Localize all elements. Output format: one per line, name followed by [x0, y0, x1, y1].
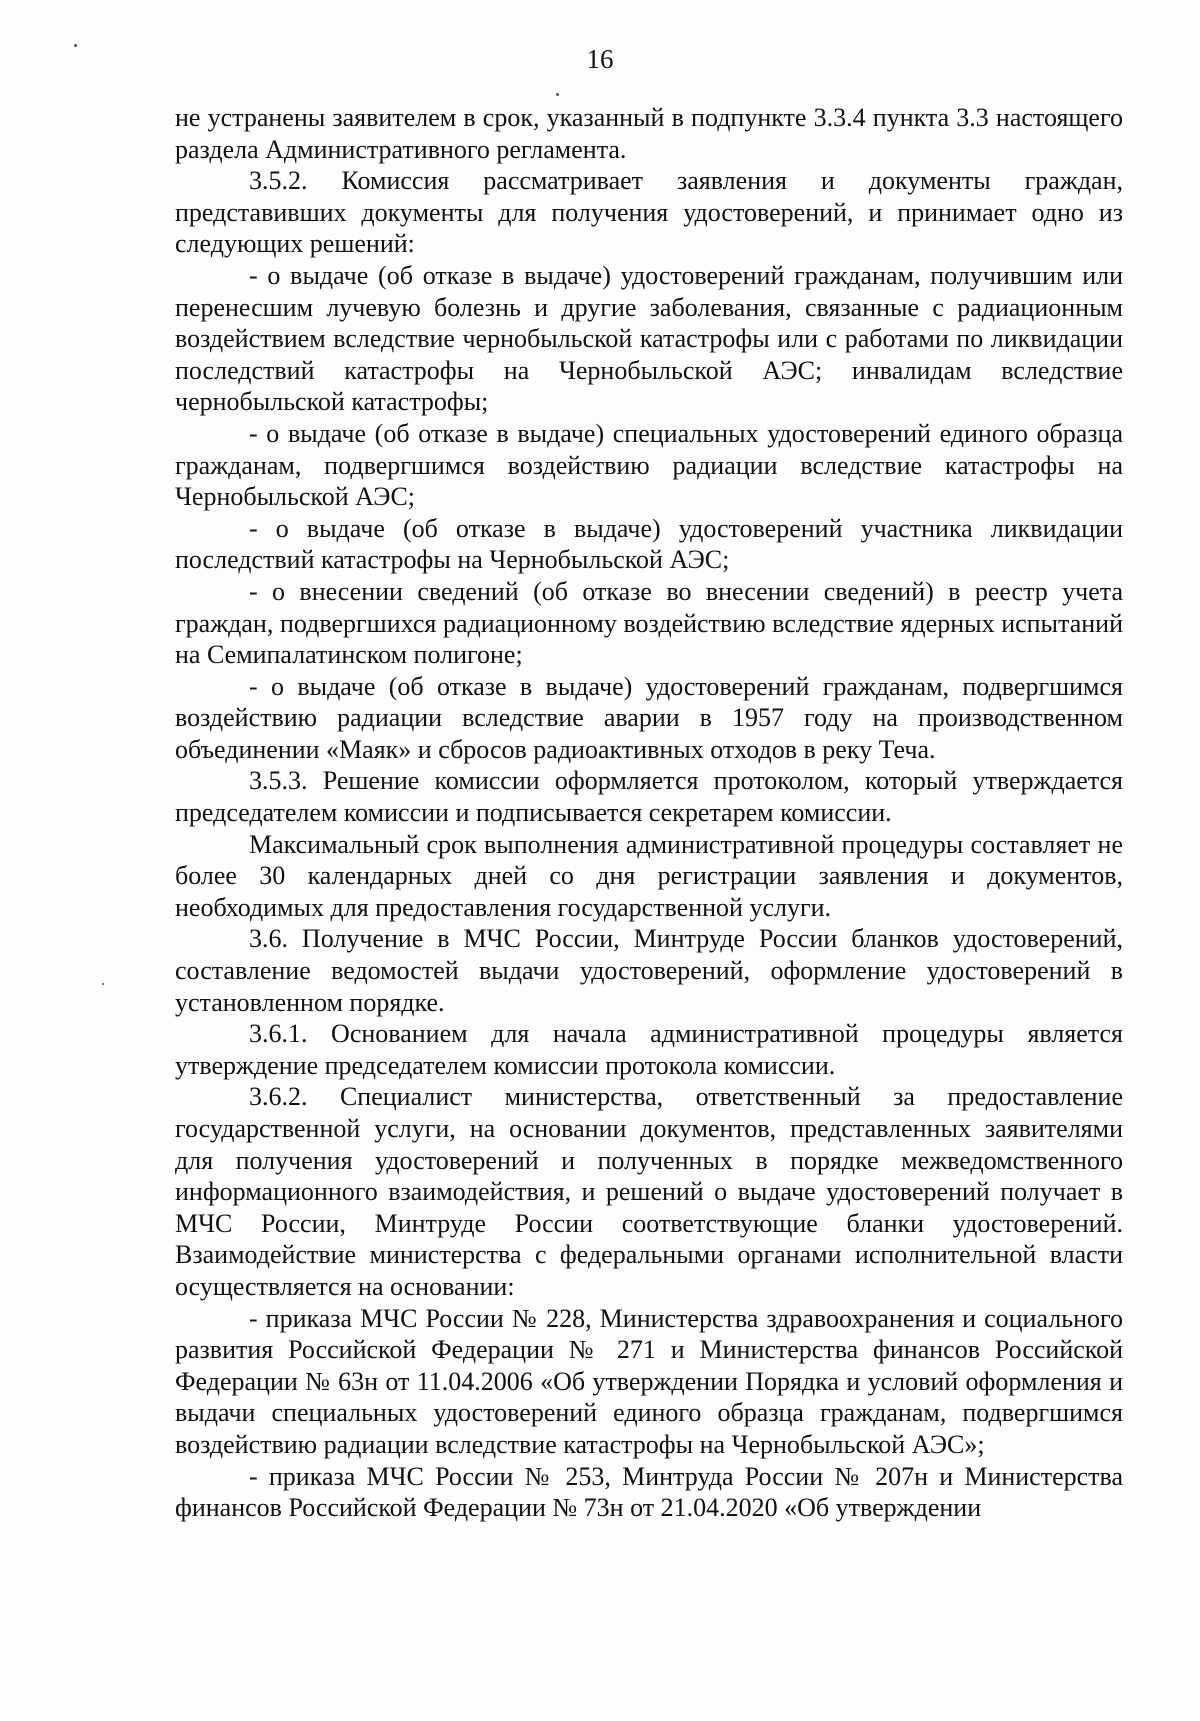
- paragraph: - приказа МЧС России № 253, Минтруда России № 207н и Министерства финансов Российской Федерации № 73н от 21.04.2020 «Об утверждении: [175, 1461, 1123, 1523]
- paragraph: - о выдаче (об отказе в выдаче) удостоверений участника ликвидации последствий катастрофы на Чернобыльской АЭС;: [175, 513, 1123, 575]
- page-number: 16: [586, 44, 614, 74]
- document-body: [175, 102, 1123, 1524]
- paragraph: - приказа МЧС России № 228, Министерства здравоохранения и социального развития Российской Федерации № 271 и Министерства финансов Российской Федерации № 63н от 11.04.2006 «Об утверждении Порядка и условий оформления и выдачи специальных удостоверений единого образца гражданам, подвергшимся воздействию радиации вследствие катастрофы на Чернобыльской АЭС»;: [175, 1303, 1123, 1459]
- paragraph: 3.5.2. Комиссия рассматривает заявления и документы граждан, представивших документы для получения удостоверений, и принимает одно из следующих решений:: [175, 166, 1123, 259]
- paragraph: 3.6.2. Специалист министерства, ответственный за предоставление государственной услуги, на основании документов, представленных заявителями для получения удостоверений и полученных в порядке межведомственного информационного взаимодействия, и решений о выдаче удостоверений получает в МЧС России, Минтруде России соответствующие бланки удостоверений. Взаимодействие министерства с федеральными органами исполнительной власти осуществляется на основании:: [175, 1082, 1123, 1301]
- paragraph: не устранены заявителем в срок, указанный в подпункте 3.3.4 пункта 3.3 настоящего раздела Административного регламента.: [175, 103, 1123, 164]
- paragraph: - о выдаче (об отказе в выдаче) специальных удостоверений единого образца гражданам, подвергшимся воздействию радиации вследствие катастрофы на Чернобыльской АЭС;: [175, 418, 1123, 512]
- paragraph: - о выдаче (об отказе в выдаче) удостоверений гражданам, получившим или перенесшим лучевую болезнь и другие заболевания, связанные с радиационным воздействием вследствие чернобыльской катастрофы или с работами по ликвидации последствий катастрофы на Чернобыльской АЭС; инвалидам вследствие чернобыльской катастрофы;: [175, 260, 1123, 417]
- scan-speck: [556, 93, 559, 96]
- paragraph: - о выдаче (об отказе в выдаче) удостоверений гражданам, подвергшимся воздействию радиации вследствие аварии в 1957 году на производственном объединении «Маяк» и сбросов радиоактивных отходов в реку Теча.: [175, 671, 1123, 764]
- paragraph: 3.5.3. Решение комиссии оформляется протоколом, который утверждается председателем комиссии и подписывается секретарем комиссии.: [175, 766, 1123, 828]
- scan-speck: [74, 44, 77, 47]
- paragraph: 3.6.1. Основанием для начала административной процедуры является утверждение председателем комиссии протокола комиссии.: [175, 1019, 1123, 1080]
- scan-speck: [102, 983, 104, 985]
- paragraph: Максимальный срок выполнения административной процедуры составляет не более 30 календарных дней со дня регистрации заявления и документов, необходимых для предоставления государственной услуги.: [175, 829, 1123, 922]
- paragraph: 3.6. Получение в МЧС России, Минтруде России бланков удостоверений, составление ведомостей выдачи удостоверений, оформление удостоверений в установленном порядке.: [175, 924, 1123, 1017]
- paragraph: - о внесении сведений (об отказе во внесении сведений) в реестр учета граждан, подвергшихся радиационному воздействию вследствие ядерных испытаний на Семипалатинском полигоне;: [175, 576, 1123, 670]
